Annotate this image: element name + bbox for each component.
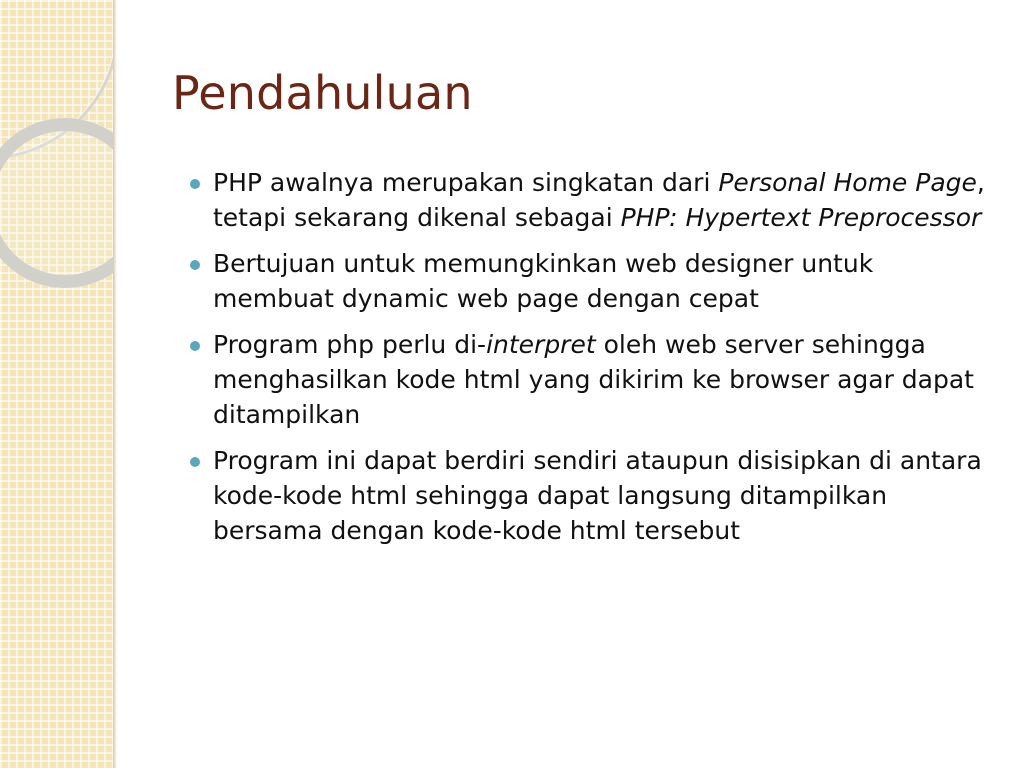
side-decoration-panel [0,0,113,768]
bullet-item-4 [190,443,1000,548]
bullet-text-3-part-3: oleh web server sehingga menghasilkan kode html yang dikirim ke browser agar dapat ditampilkan [213,330,974,429]
bullet-dot-icon [190,260,200,270]
slide-title: Pendahuluan [172,66,473,120]
bullet-text-2: Bertujuan untuk memungkinkan web designer untuk membuat dynamic web page dengan cepat [213,249,874,313]
side-panel-shadow [113,0,117,768]
bullet-item-2 [190,246,1000,316]
bullet-text-1-part-2: Personal Home Page [718,168,977,197]
bullet-list [190,165,1000,559]
bullet-text-1-part-4: PHP: Hypertext Preprocessor [620,203,982,232]
bullet-dot-icon [190,457,200,467]
bullet-text-3-part-2: interpret [486,330,596,359]
bullet-text-1-part-1: PHP awalnya merupakan singkatan dari [213,168,719,197]
decorative-ring-small [0,118,113,288]
bullet-dot-icon [190,179,200,189]
bullet-text-4: Program ini dapat berdiri sendiri ataupun disisipkan di antara kode-kode html sehingga dapat langsung ditampilkan bersama dengan kode-kode html tersebut [213,446,982,545]
bullet-item-1 [190,165,1000,235]
bullet-item-3 [190,327,1000,432]
bullet-text-3-part-1: Program php perlu di- [213,330,487,359]
bullet-text-1-part-3: , tetapi sekarang dikenal sebagai [213,168,985,232]
bullet-dot-icon [190,341,200,351]
